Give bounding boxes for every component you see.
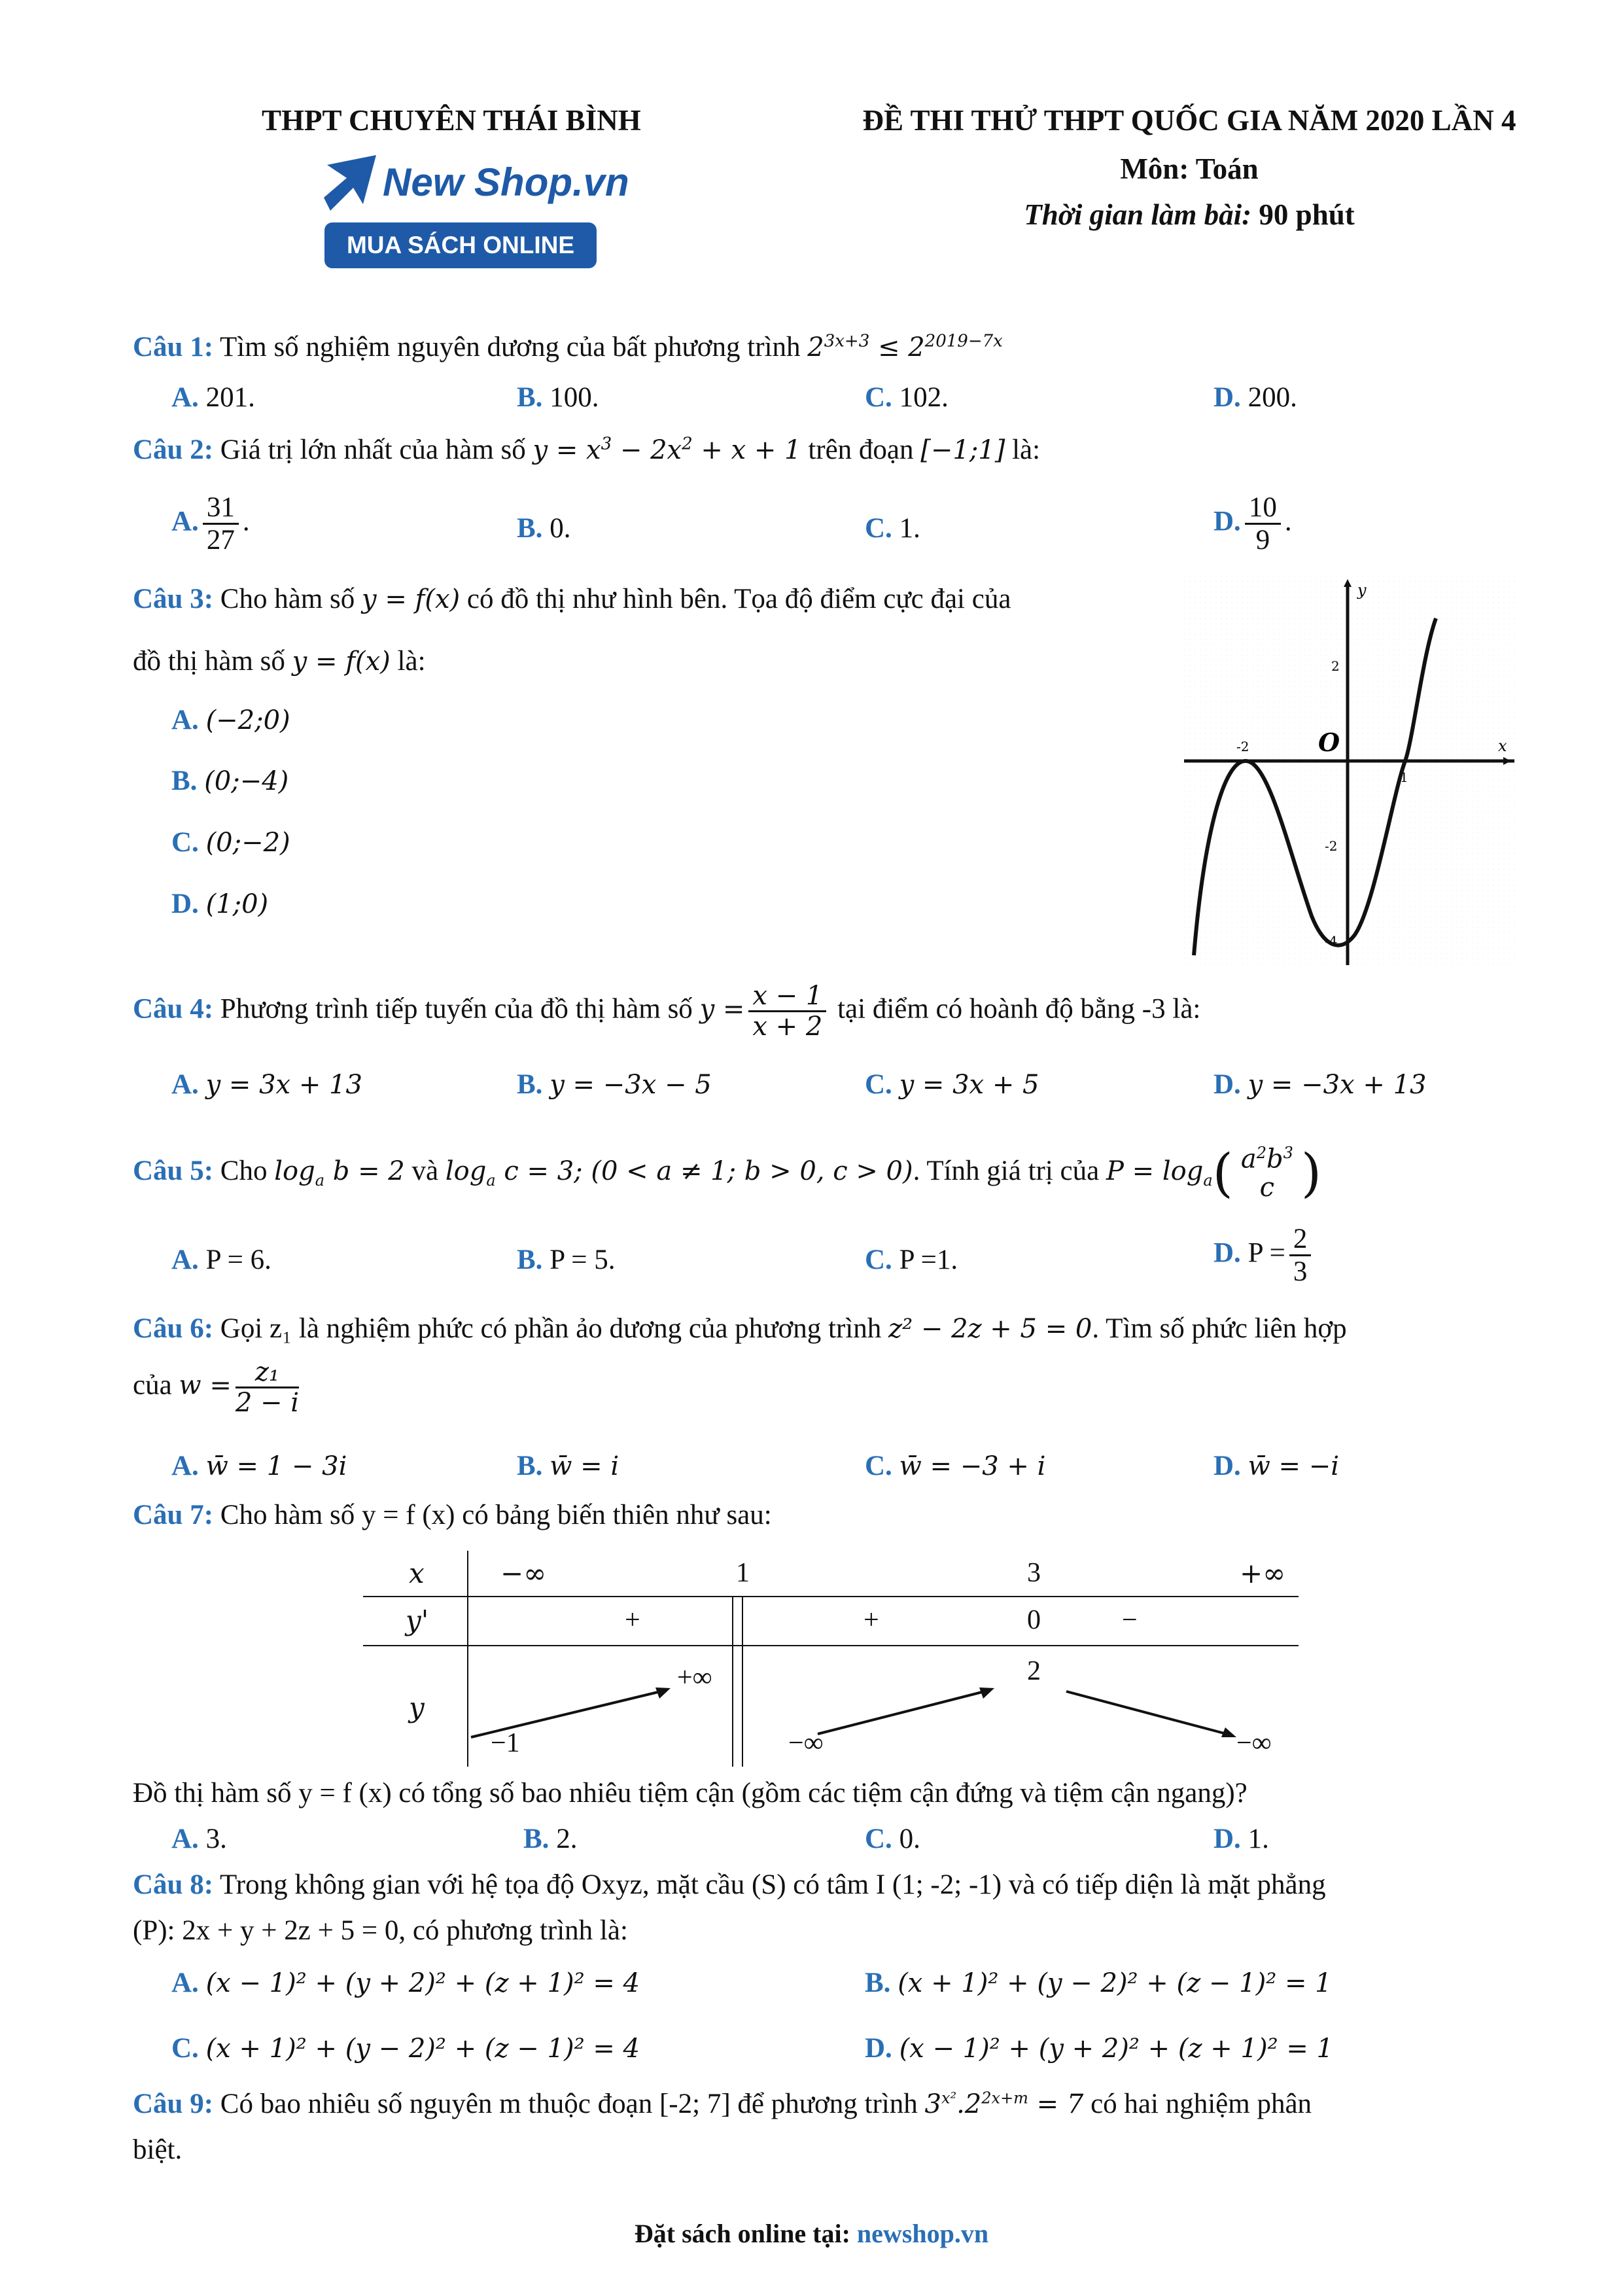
exam-time — [829, 198, 1549, 232]
option-a[interactable]: A. $\frac{31}{27}$ . — [171, 492, 250, 556]
question-label: Câu 8: — [133, 1869, 214, 1900]
function-graph — [1184, 576, 1518, 968]
table-y-value: −1 — [491, 1728, 520, 1758]
table-x-value: +∞ — [1240, 1557, 1286, 1589]
option-a[interactable]: A. (−2;0) — [171, 705, 290, 735]
question-text: . Tìm số phức liên hợp — [1092, 1313, 1347, 1344]
option-b[interactable]: B. (x + 1)² + (y − 2)² + (z − 1)² = 1 — [865, 1968, 1332, 1998]
option-a[interactable]: A. (x − 1)² + (y + 2)² + (z + 1)² = 4 — [171, 1968, 640, 1998]
option-d[interactable]: D. $\frac{10}{9}$ . — [1213, 492, 1292, 556]
option-d[interactable]: D. w̄ = −i — [1213, 1451, 1340, 1481]
option-d[interactable]: D. (x − 1)² + (y + 2)² + (z + 1)² = 1 — [865, 2033, 1333, 2064]
question-text: và — [411, 1156, 439, 1186]
x-axis-label: x — [1498, 737, 1507, 755]
exam-subject: Môn: Toán — [1120, 152, 1259, 185]
y-tick: -4 — [1325, 933, 1338, 949]
question-text: có hai nghiệm phân — [1091, 2089, 1312, 2119]
question-text: Cho hàm số — [220, 584, 355, 614]
question-6 — [133, 1312, 1347, 1346]
question-math: $\log_a c = 3$; (0 < a ≠ 1; b > 0, c > 0) — [445, 1156, 913, 1190]
option-c[interactable]: C. 102. — [865, 382, 949, 413]
fraction: $\frac{10}{9}$ — [1245, 492, 1281, 556]
fraction: $a^2b^3$ c — [1240, 1143, 1293, 1203]
question-3-line2 — [133, 645, 426, 679]
question-1 — [133, 330, 1003, 364]
question-text: là: — [397, 646, 426, 677]
question-text: tại điểm có hoành độ bằng -3 là: — [837, 993, 1201, 1025]
question-label: Câu 7: — [133, 1500, 214, 1530]
question-text: Cho hàm số y = f (x) có bảng biến thiên như sau: — [220, 1500, 772, 1530]
question-text: Phương trình tiếp tuyến của đồ thị hàm số — [220, 993, 693, 1025]
question-math: $3^{x^2}.2^{2x+m} = 7$ — [924, 2089, 1084, 2119]
table-x-value: 3 — [1027, 1558, 1041, 1588]
option-c[interactable]: C. 0. — [865, 1824, 920, 1854]
exam-title: ĐỀ THI THỬ THPT QUỐC GIA NĂM 2020 LẦN 4 — [862, 104, 1516, 137]
question-label: Câu 1: — [133, 332, 214, 362]
question-label: Câu 5: — [133, 1156, 214, 1186]
question-text: là: — [1012, 434, 1041, 465]
question-math: [−1;1] — [920, 435, 1005, 465]
school-name: THPT CHUYÊN THÁI BÌNH — [262, 104, 641, 137]
option-d[interactable]: D. y = −3x + 13 — [1213, 1069, 1427, 1100]
question-text: Có bao nhiêu số nguyên m thuộc đoạn [-2; 7] để phương trình — [220, 2089, 918, 2119]
question-3 — [133, 582, 1011, 616]
fraction: $\frac{\text{z₁}}{2 - i}$ — [235, 1357, 300, 1418]
table-yprime-sign: 0 — [1027, 1605, 1041, 1635]
option-b[interactable]: B. y = −3x − 5 — [517, 1069, 712, 1100]
question-2 — [133, 433, 1040, 467]
question-math: $\log_a b = 2$ — [274, 1156, 405, 1190]
y-tick: 2 — [1331, 658, 1340, 674]
question-text: của — [133, 1369, 172, 1401]
logo-button[interactable]: MUA SÁCH ONLINE — [324, 222, 597, 268]
table-x-value: −∞ — [500, 1557, 547, 1589]
fraction: $\frac{2}{3}$ — [1289, 1224, 1312, 1288]
option-c[interactable]: C. y = 3x + 5 — [865, 1069, 1039, 1100]
question-label: Câu 2: — [133, 434, 214, 465]
option-b[interactable]: B. 2. — [523, 1824, 578, 1854]
table-yprime-label: y' — [406, 1604, 429, 1636]
question-text: trên đoạn — [808, 434, 914, 465]
question-label: Câu 9: — [133, 2089, 214, 2119]
question-text: có đồ thị như hình bên. Tọa độ điểm cực đại của — [466, 584, 1011, 614]
question-math: z² − 2z + 5 = 0 — [888, 1314, 1092, 1344]
table-y-value: −∞ — [788, 1728, 824, 1758]
question-math: y = f(x) — [292, 646, 391, 677]
question-math: y = — [699, 994, 745, 1025]
table-yprime-sign: + — [864, 1605, 879, 1635]
option-c[interactable]: C. w̄ = −3 + i — [865, 1451, 1046, 1481]
table-yprime-sign: + — [625, 1605, 640, 1635]
table-x-label: x — [409, 1557, 425, 1589]
time-label: Thời gian làm bài: — [1024, 198, 1252, 231]
table-x-value: 1 — [736, 1558, 750, 1588]
option-a[interactable]: A. y = 3x + 13 — [171, 1069, 362, 1100]
option-d[interactable]: D. 1. — [1213, 1824, 1269, 1854]
question-4 — [133, 981, 1200, 1041]
table-y-value: +∞ — [677, 1663, 712, 1693]
question-7-after: Đồ thị hàm số y = f (x) có tổng số bao nhiêu tiệm cận (gồm các tiệm cận đứng và tiệm cận ngang)? — [133, 1778, 1248, 1809]
question-text: Gọi z₁ là nghiệm phức có phần ảo dương của phương trình — [220, 1313, 882, 1344]
question-label: Câu 4: — [133, 993, 214, 1025]
footer-text: Đặt sách online tại: — [634, 2219, 850, 2248]
table-yprime-sign: − — [1122, 1605, 1138, 1635]
table-y-label: y — [409, 1691, 425, 1723]
question-math: $P = \log_a$( $a^2b^3$ c ) — [1106, 1142, 1322, 1203]
option-a[interactable]: A. w̄ = 1 − 3i — [171, 1451, 347, 1481]
option-d[interactable]: D. (1;0) — [171, 889, 269, 919]
question-8 — [133, 1868, 1326, 1902]
question-9 — [133, 2087, 1312, 2121]
option-b[interactable]: B. 0. — [517, 513, 571, 544]
footer-link[interactable]: newshop.vn — [856, 2219, 989, 2248]
origin-label: O — [1318, 728, 1340, 757]
question-math: y = f(x) — [362, 584, 461, 614]
fraction: $\frac{x - 1}{x + 2}$ — [748, 981, 826, 1041]
logo-text: New Shop.vn — [383, 160, 629, 204]
table-y-value: 2 — [1027, 1656, 1041, 1686]
option-b[interactable]: B. 100. — [517, 382, 599, 413]
footer — [0, 2218, 1623, 2249]
option-d[interactable]: D. P = $\frac{2}{3}$ — [1213, 1224, 1315, 1288]
question-text: Giá trị lớn nhất của hàm số — [220, 434, 526, 465]
logo-arrow-icon — [324, 152, 383, 217]
question-text: Tìm số nghiệm nguyên dương của bất phương trình — [220, 332, 801, 362]
y-tick: -2 — [1325, 838, 1338, 854]
option-b[interactable]: B. w̄ = i — [517, 1451, 620, 1481]
question-text: đồ thị hàm số — [133, 646, 285, 677]
option-c[interactable]: C. P =1. — [865, 1245, 958, 1275]
question-math: w = — [179, 1370, 232, 1401]
variation-table — [363, 1551, 1299, 1767]
question-6-line2 — [133, 1358, 303, 1417]
fraction: $\frac{31}{27}$ — [203, 492, 239, 556]
option-a[interactable]: A. P = 6. — [171, 1245, 271, 1275]
table-y-value: −∞ — [1236, 1728, 1272, 1758]
question-8-line2: (P): 2x + y + 2z + 5 = 0, có phương trình là: — [133, 1915, 628, 1946]
option-b[interactable]: B. P = 5. — [517, 1245, 616, 1275]
question-9-line2: biệt. — [133, 2134, 183, 2165]
question-5 — [133, 1142, 1321, 1205]
question-text: . Tính giá trị của — [913, 1156, 1100, 1186]
y-axis-label: y — [1357, 581, 1367, 599]
question-label: Câu 6: — [133, 1313, 214, 1344]
time-value: 90 phút — [1259, 198, 1355, 231]
question-math: $2^{3x+3} \le 2^{2019-7x}$ — [807, 331, 1003, 362]
option-b[interactable]: B. (0;−4) — [171, 766, 289, 796]
option-a[interactable]: A. 201. — [171, 382, 255, 413]
option-a[interactable]: A. 3. — [171, 1824, 227, 1854]
question-math: $y = x^3 - 2x^2 + x + 1$ — [532, 434, 801, 465]
question-text: Trong không gian với hệ tọa độ Oxyz, mặt cầu (S) có tâm I (1; -2; -1) và có tiếp diện là mặt phẳng — [220, 1869, 1326, 1900]
option-c[interactable]: C. 1. — [865, 513, 920, 544]
question-label: Câu 3: — [133, 584, 214, 614]
question-7 — [133, 1498, 772, 1532]
option-c[interactable]: C. (0;−2) — [171, 827, 290, 858]
option-d[interactable]: D. 200. — [1213, 382, 1297, 413]
x-tick: 1 — [1400, 769, 1408, 785]
x-tick: -2 — [1236, 739, 1249, 754]
option-c[interactable]: C. (x + 1)² + (y − 2)² + (z − 1)² = 4 — [171, 2033, 640, 2064]
question-text: Cho — [220, 1156, 268, 1186]
